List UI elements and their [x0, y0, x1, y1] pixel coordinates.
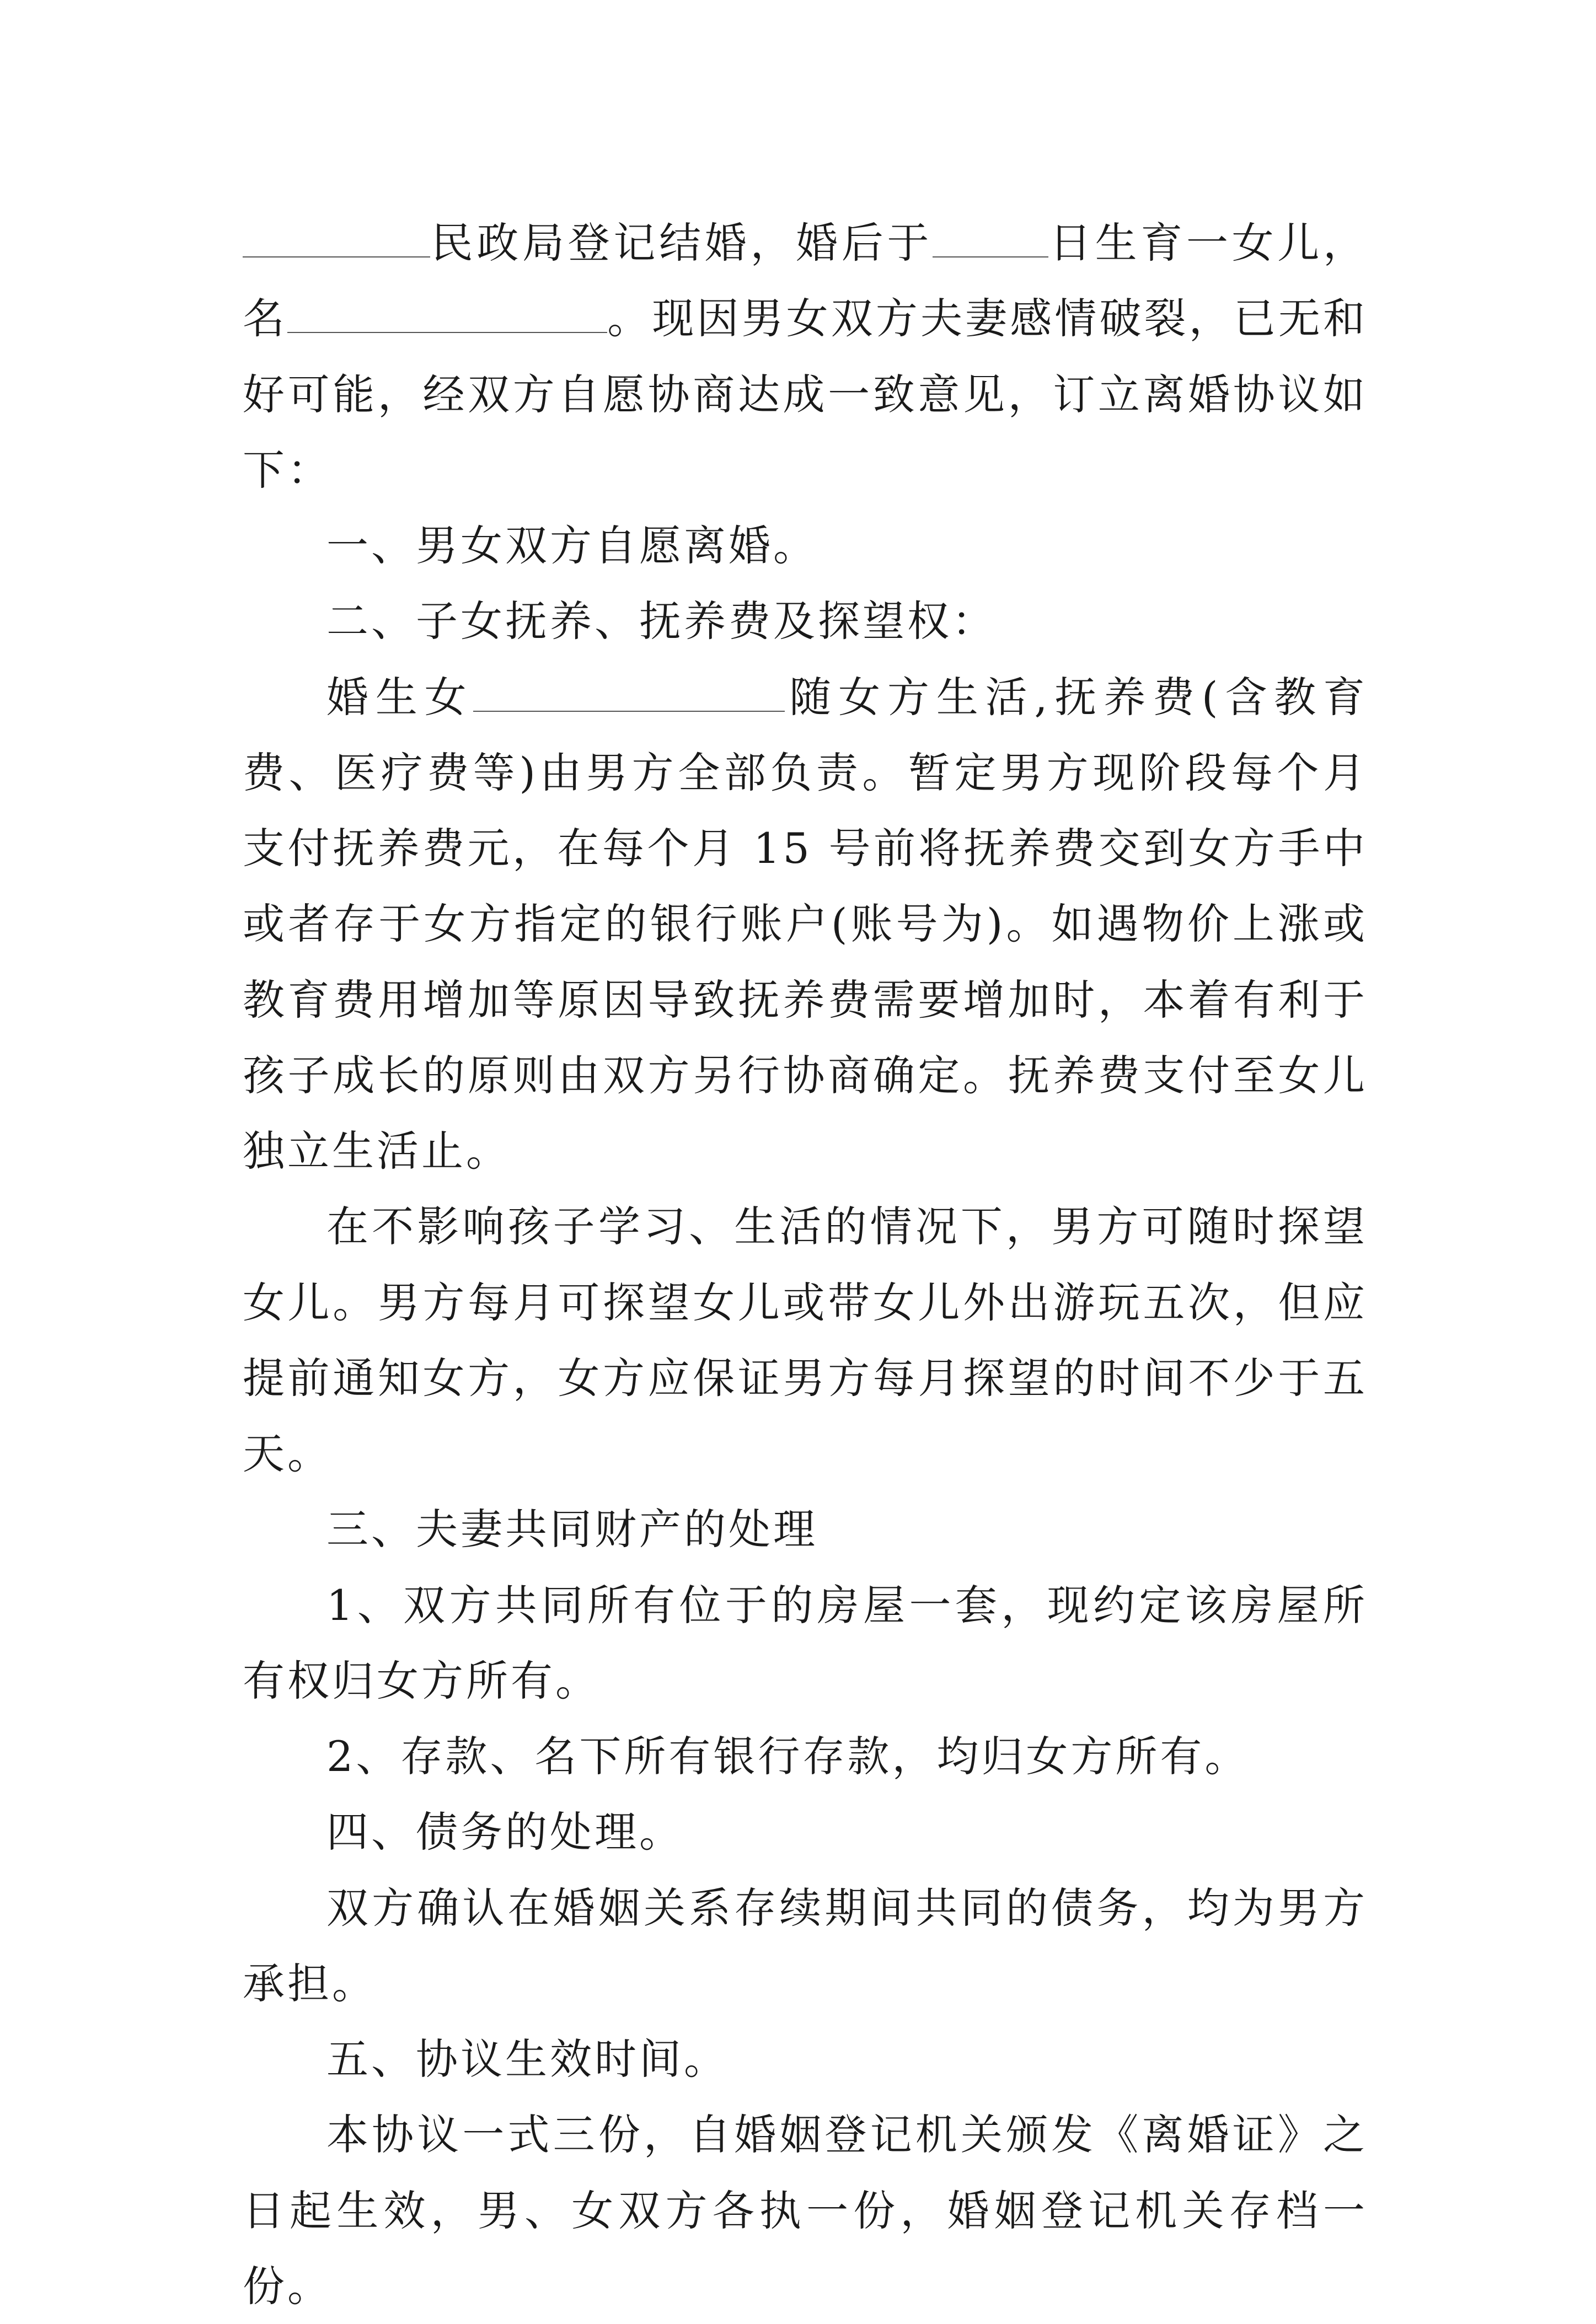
clause-3-heading: 三、夫妻共同财产的处理 [326, 1505, 818, 1554]
blank-daughter-name-2 [473, 673, 785, 711]
intro-paragraph [243, 205, 1368, 508]
clause-1: 一、男女双方自愿离婚。 [326, 521, 818, 570]
property-item-1: 1、双方共同所有位于的房屋一套，现约定该房屋所有权归女方所有。 [243, 1580, 1368, 1705]
child-support-text-1: 婚生女 [326, 672, 474, 722]
effective-paragraph: 本协议一式三份，自婚姻登记机关颁发《离婚证》之日起生效，男、女双方各执一份，婚姻登记机关存档一份。 [243, 2110, 1368, 2311]
blank-registration-office [243, 219, 430, 257]
clause-2-heading: 二、子女抚养、抚养费及探望权： [326, 597, 997, 646]
debt-paragraph: 双方确认在婚姻关系存续期间共同的债务，均为男方承担。 [243, 1883, 1368, 2008]
child-support-text-2: 随女方生活,抚养费(含教育费、医疗费等)由男方全部负责。暂定男方现阶段每个月支付抚养费元，在每个月 15 号前将抚养费交到女方手中或者存于女方指定的银行账户(账号为)。如遇物价上涨或教育费用增加等原因导致抚养费需要增加时，本着有利于孩子成长的原则由双方另行协商确定。抚养费支付至女儿独立生活止。 [243, 672, 1368, 1176]
clause-5-heading: 五、协议生效时间。 [326, 2035, 729, 2084]
child-support-paragraph [243, 659, 1368, 1189]
visitation-paragraph: 在不影响孩子学习、生活的情况下，男方可随时探望女儿。男方每月可探望女儿或带女儿外出游玩五次，但应提前通知女方，女方应保证男方每月探望的时间不少于五天。 [243, 1202, 1368, 1478]
intro-text-1: 民政局登记结婚，婚后于 [430, 218, 933, 267]
blank-birth-date [933, 219, 1048, 257]
clause-4-heading: 四、债务的处理。 [326, 1807, 684, 1857]
intro-text-4: 。现因男女双方夫妻感情破裂，已无和好可能，经双方自愿协商达成一致意见，订立离婚协议如下： [243, 294, 1368, 495]
intro-text-3: 名 [243, 294, 288, 343]
intro-text-2: 日生育一女儿， [1048, 218, 1368, 267]
blank-daughter-name [287, 294, 607, 333]
document-body [243, 205, 1368, 2324]
property-item-2: 2、存款、名下所有银行存款，均归女方所有。 [326, 1732, 1250, 1781]
